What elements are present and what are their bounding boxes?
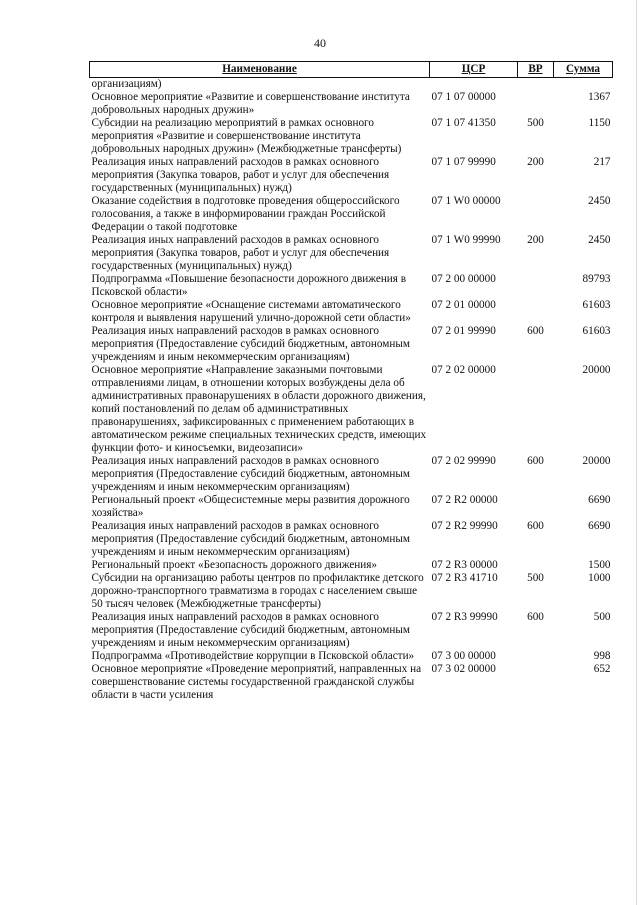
row-sum-cell: 20000 [582,364,611,376]
row-vr-cell [518,650,554,663]
table-row [90,611,613,650]
row-csr-cell: 07 1 W0 00000 [431,195,501,207]
table-row [90,195,613,234]
row-name-cell: Основное мероприятие «Оснащение системами автоматического контроля и выявления нарушений улично-дорожной сети области» [91,299,411,324]
row-name-cell: Субсидии на организацию работы центров по профилактике детского дорожно-транспортного травматизма в городах с населением свыше 50 тысяч человек (Межбюджетные трансферты) [91,572,424,610]
row-sum-cell: 217 [593,156,611,168]
header-sum: Сумма [554,62,613,78]
row-vr-cell: 500 [527,117,544,129]
row-name-cell: Региональный проект «Безопасность дорожного движения» [91,559,378,571]
table-row [90,117,613,156]
table-row [90,234,613,273]
row-vr-cell [518,273,554,299]
row-csr-cell: 07 2 R3 41710 [431,572,498,584]
table-row [90,520,613,559]
row-name-cell: Реализация иных направлений расходов в рамках основного мероприятия (Предоставление субсидий бюджетным, автономным учреждениям и иным некоммерческим организациям) [91,520,410,558]
row-vr-cell [518,663,554,702]
row-sum-cell: 61603 [582,325,611,337]
row-vr-cell [518,559,554,572]
header-vr: ВР [518,62,554,78]
header-csr: ЦСР [430,62,518,78]
row-sum-cell: 2450 [588,195,611,207]
row-csr-cell: 07 2 00 00000 [431,273,496,285]
row-sum-cell: 1000 [588,572,611,584]
row-csr-cell: 07 2 01 00000 [431,299,496,311]
header-name: Наименование [90,62,430,78]
table-row [90,494,613,520]
row-sum-cell: 6690 [588,494,611,506]
row-sum-cell: 89793 [582,273,611,285]
table-row [90,650,613,663]
table-row [90,663,613,702]
page-number: 40 [314,36,326,50]
row-csr-cell: 07 2 R2 99990 [431,520,498,532]
row-sum-cell: 652 [593,663,611,675]
row-name-cell: Реализация иных направлений расходов в рамках основного мероприятия (Предоставление субсидий бюджетным, автономным учреждениям и иным некоммерческим организациям) [91,611,410,649]
row-sum-cell: 500 [593,611,611,623]
row-vr-cell [518,78,554,92]
row-csr-cell: 07 2 02 00000 [431,364,496,376]
table-row [90,325,613,364]
row-csr-cell: 07 1 07 41350 [431,117,496,129]
row-name-cell: Основное мероприятие «Развитие и совершенствование института добровольных народных дружин» [91,91,410,116]
row-sum-cell: 2450 [588,234,611,246]
budget-table [89,61,613,702]
row-vr-cell [518,364,554,455]
row-sum-cell: 20000 [582,455,611,467]
scan-edge-line [636,0,637,905]
row-sum-cell: 1367 [588,91,611,103]
row-name-cell: Реализация иных направлений расходов в рамках основного мероприятия (Предоставление субсидий бюджетным, автономным учреждениям и иным некоммерческим организациям) [91,455,410,493]
row-vr-cell [518,91,554,117]
table-row [90,91,613,117]
row-vr-cell [518,494,554,520]
row-sum-cell: 61603 [582,299,611,311]
row-sum-cell: 998 [593,650,611,662]
row-vr-cell: 500 [527,572,544,584]
table-row [90,273,613,299]
row-csr-cell: 07 1 07 00000 [431,91,496,103]
row-name-cell: Реализация иных направлений расходов в рамках основного мероприятия (Закупка товаров, работ и услуг для обеспечения государственных (муниципальных) нужд) [91,234,390,272]
row-name-cell: Оказание содействия в подготовке проведения общероссийского голосования, а также в информировании граждан Российской Федерации о такой подготовке [91,195,400,233]
row-name-cell: Реализация иных направлений расходов в рамках основного мероприятия (Закупка товаров, работ и услуг для обеспечения государственных (муниципальных) нужд) [91,156,390,194]
row-name-cell: Основное мероприятие «Направление заказными почтовыми отправлениями лицам, в отношении которых возбуждены дела об административных правонарушениях в области дорожного движения, копий постановлений по делам об административных правонарушениях, зафиксированных с применением работающих в автоматическом режиме специальных технических средств, имеющих функции фото- и киносъемки, видеозаписи» [91,364,427,454]
row-sum-cell: 1150 [588,117,611,129]
table-row [90,572,613,611]
row-csr-cell: 07 2 R2 00000 [431,494,498,506]
row-name-cell: организациям) [91,78,162,90]
table-row [90,559,613,572]
row-csr-cell: 07 1 W0 99990 [431,234,501,246]
row-sum-cell: 1500 [588,559,611,571]
table-row [90,364,613,455]
table-header-row [90,62,613,78]
table-row [90,299,613,325]
row-sum-cell [554,78,613,92]
row-csr-cell [430,78,518,92]
row-name-cell: Региональный проект «Общесистемные меры развития дорожного хозяйства» [91,494,410,519]
row-csr-cell: 07 3 00 00000 [431,650,496,662]
row-vr-cell: 200 [527,234,544,246]
row-csr-cell: 07 1 07 99990 [431,156,496,168]
row-csr-cell: 07 2 R3 00000 [431,559,498,571]
row-csr-cell: 07 2 01 99990 [431,325,496,337]
row-vr-cell: 600 [527,520,544,532]
row-name-cell: Субсидии на реализацию мероприятий в рамках основного мероприятия «Развитие и совершенствование института добровольных народных дружин» (Межбюджетные трансферты) [91,117,402,155]
row-vr-cell: 600 [527,611,544,623]
row-name-cell: Реализация иных направлений расходов в рамках основного мероприятия (Предоставление субсидий бюджетным, автономным учреждениям и иным некоммерческим организациям) [91,325,410,363]
row-vr-cell [518,195,554,234]
row-name-cell: Подпрограмма «Противодействие коррупции в Псковской области» [91,650,415,662]
table-row [90,156,613,195]
row-vr-cell: 200 [527,156,544,168]
table-row [90,455,613,494]
row-csr-cell: 07 3 02 00000 [431,663,496,675]
row-vr-cell: 600 [527,455,544,467]
row-sum-cell: 6690 [588,520,611,532]
row-name-cell: Подпрограмма «Повышение безопасности дорожного движения в Псковской области» [91,273,407,298]
row-vr-cell: 600 [527,325,544,337]
row-csr-cell: 07 2 R3 99990 [431,611,498,623]
row-vr-cell [518,299,554,325]
row-name-cell: Основное мероприятие «Проведение мероприятий, направленных на совершенствование системы государственной гражданской службы области в части усиления [91,663,422,701]
table-row [90,78,613,92]
row-csr-cell: 07 2 02 99990 [431,455,496,467]
